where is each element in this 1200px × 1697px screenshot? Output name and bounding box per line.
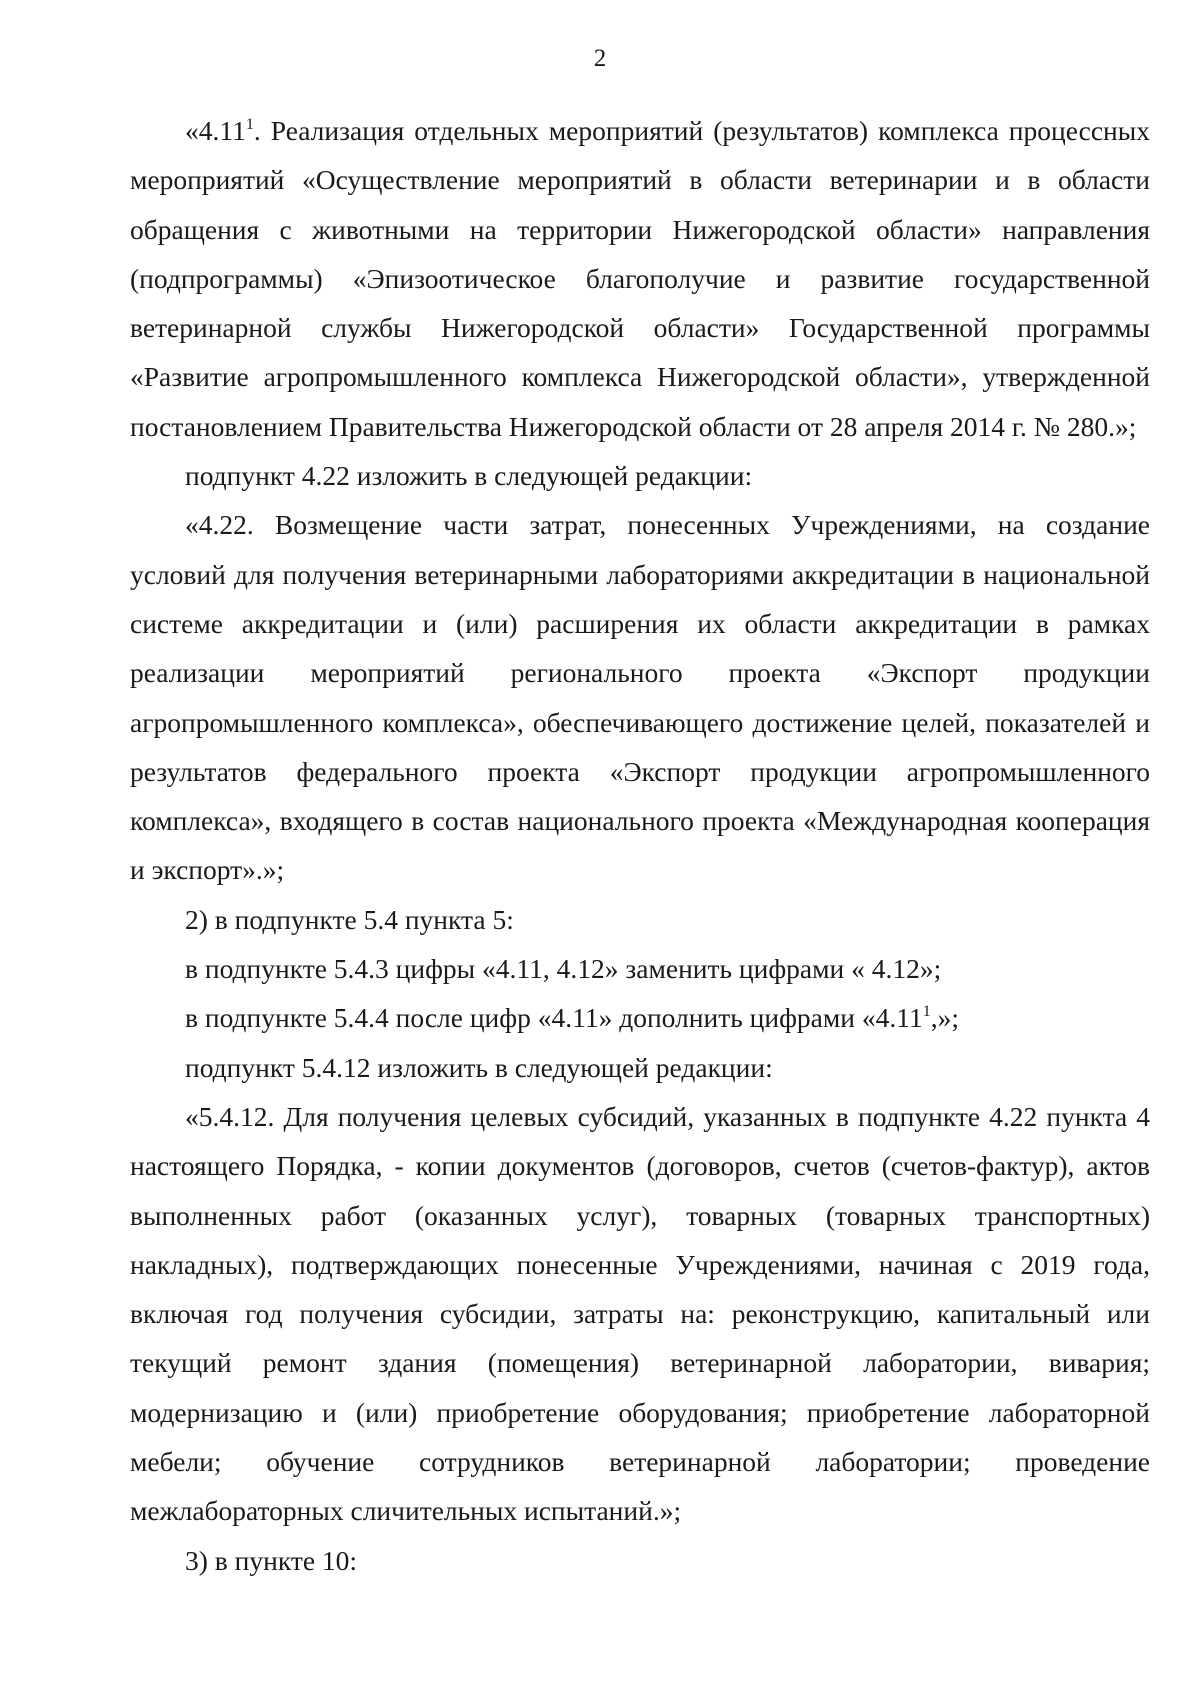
page-number: 2 xyxy=(593,45,607,72)
paragraph-instruction-4-22: подпункт 4.22 изложить в следующей редакции: xyxy=(185,460,753,492)
paragraph-5-4-3: в подпункте 5.4.3 цифры «4.11, 4.12» заменить цифрами « 4.12»; xyxy=(185,953,942,985)
paragraph-5-4-4 xyxy=(130,993,1150,1042)
superscript: 1 xyxy=(245,116,254,133)
paragraph-item-5-4-12: «5.4.12. Для получения целевых субсидий, указанных в подпункте 4.22 пункта 4 настоящего Порядка, - копии документов (договоров, счетов (счетов-фактур), актов выполненных работ (оказанных услуг), товарных (товарных транспортных) накладных), подтверждающих понесенные Учреждениями, начиная с 2019 года, включая год получения субсидии, затраты на: реконструкцию, капитальный или текущий ремонт здания (помещения) ветеринарной лаборатории, вивария; модернизацию и (или) приобретение оборудования; приобретение лабораторной мебели; обучение сотрудников ветеринарной лаборатории; проведение межлабораторных сличительных испытаний.»; xyxy=(130,1100,1150,1527)
paragraph-amendment-2: 2) в подпункте 5.4 пункта 5: xyxy=(185,903,514,935)
paragraph-text: в подпункте 5.4.4 после цифр «4.11» дополнить цифрами «4.11 xyxy=(185,1002,923,1034)
paragraph-text: «4.11 xyxy=(185,115,246,146)
paragraph-item-4-11-1 xyxy=(130,106,1150,451)
paragraph-text: . Реализация отдельных мероприятий (результатов) комплекса процессных мероприятий «Осуществление мероприятий в области ветеринарии и в области обращения с животными на территории Нижегородской области» направления (подпрограммы) «Эпизоотическое благополучие и развитие государственной ветеринарной службы Нижегородской области» Государственной программы «Развитие агропромышленного комплекса Нижегородской области», утвержденной постановлением Правительства Нижегородской области от 28 апреля 2014 г. № 280.»; xyxy=(130,115,1150,442)
paragraph-instruction-5-4-12: подпункт 5.4.12 изложить в следующей редакции: xyxy=(185,1051,773,1083)
superscript: 1 xyxy=(922,1003,931,1021)
paragraph-amendment-3: 3) в пункте 10: xyxy=(185,1544,358,1576)
document-body xyxy=(130,106,1150,1585)
paragraph-item-4-22: «4.22. Возмещение части затрат, понесенных Учреждениями, на создание условий для получения ветеринарными лабораториями аккредитации в национальной системе аккредитации и (или) расширения их области аккредитации в рамках реализации мероприятий регионального проекта «Экспорт продукции агропромышленного комплекса», обеспечивающего достижение целей, показателей и результатов федерального проекта «Экспорт продукции агропромышленного комплекса», входящего в состав национального проекта «Международная кооперация и экспорт».»; xyxy=(130,509,1150,886)
paragraph-text: ,»; xyxy=(930,1002,959,1034)
